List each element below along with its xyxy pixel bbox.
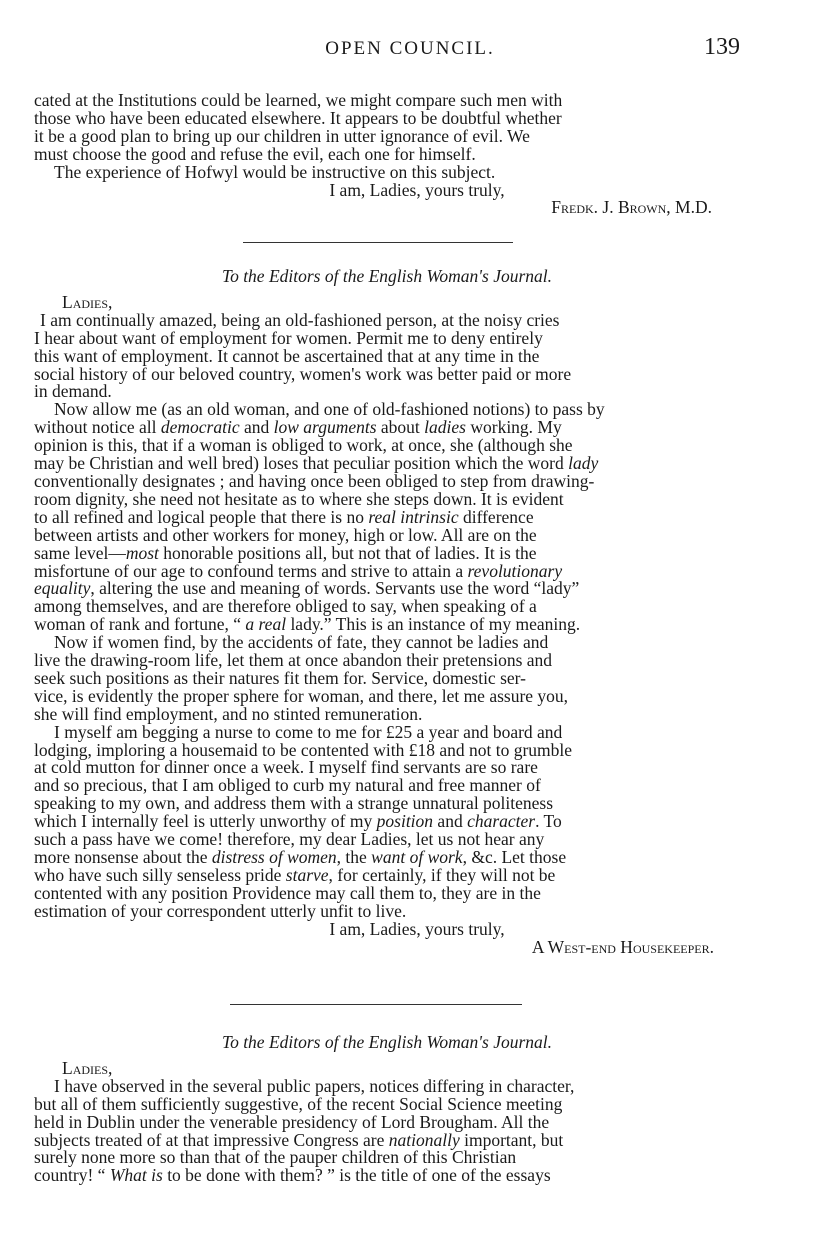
italic-run: want of work bbox=[371, 847, 463, 867]
text-run: I have observed in the several public papers, notices differing in character, bbox=[54, 1075, 575, 1096]
text-line: social history of our beloved country, women's work was better paid or more bbox=[34, 363, 572, 384]
letter-2 bbox=[34, 268, 740, 956]
text-run: without notice all bbox=[34, 417, 161, 438]
italic-run: character bbox=[467, 811, 536, 832]
text-run: estimation of your correspondent utterly unfit to live. bbox=[34, 900, 407, 921]
running-head: OPEN COUNCIL. bbox=[325, 38, 495, 59]
text-run: , the bbox=[336, 847, 372, 867]
paragraph-1 bbox=[34, 309, 740, 402]
text-line: live the drawing-room life, let them at once abandon their pretensions and bbox=[34, 650, 553, 671]
text-run: , for certainly, if they will not be bbox=[328, 864, 556, 885]
text-run: working. My bbox=[465, 417, 562, 438]
text-run: woman of rank and fortune, “ bbox=[34, 614, 246, 635]
text-run: such a pass have we come! therefore, my dear Ladies, let us not hear any bbox=[34, 829, 545, 850]
italic-run: a real bbox=[245, 614, 287, 635]
text-run: subjects treated of at that impressive Congress are bbox=[34, 1129, 389, 1150]
closing: I am, Ladies, yours truly, bbox=[329, 179, 505, 200]
text-run: more nonsense about the bbox=[34, 847, 212, 867]
text-line: I hear about want of employment for women. Permit me to deny entirely bbox=[34, 327, 543, 348]
italic-run: low arguments bbox=[273, 417, 377, 438]
text-run: honorable positions all, but not that of ladies. It is the bbox=[158, 542, 537, 563]
text-run: Now allow me (as an old woman, and one of old-fashioned notions) to pass by bbox=[54, 399, 605, 420]
text-line: those who have been educated elsewhere. It appears to be doubtful whether bbox=[34, 107, 562, 128]
italic-run: equality bbox=[34, 578, 91, 599]
divider bbox=[230, 1004, 522, 1005]
text-line: cated at the Institutions could be learned, we might compare such men with bbox=[34, 90, 563, 110]
text-line: Now if women find, by the accidents of fate, they cannot be ladies and bbox=[54, 632, 549, 653]
text-run: opinion is this, that if a woman is obliged to work, at once, she (although she bbox=[34, 435, 573, 456]
letter-title: To the Editors of the English Woman's Journal. bbox=[221, 266, 553, 286]
page-header bbox=[0, 34, 820, 64]
text-run: speaking to my own, and address them with a strange unnatural politeness bbox=[34, 793, 554, 814]
page-number: 139 bbox=[704, 34, 740, 60]
paragraph: The experience of Hofwyl would be instructive on this subject. bbox=[54, 161, 496, 182]
text-run: held in Dublin under the venerable presidency of Lord Brougham. All the bbox=[34, 1111, 550, 1132]
italic-run: starve bbox=[285, 864, 329, 885]
salutation: Ladies, bbox=[62, 291, 113, 312]
text-run: to be done with them? ” is the title of one of the essays bbox=[162, 1165, 551, 1186]
text-run: conventionally designates ; and having once been obliged to step from drawing- bbox=[34, 470, 595, 491]
text-run: among themselves, and are therefore obliged to say, when speaking of a bbox=[34, 596, 537, 617]
text-run: and bbox=[239, 417, 274, 438]
text-run: country! “ bbox=[34, 1165, 110, 1186]
paragraph-2 bbox=[34, 401, 740, 634]
text-run: about bbox=[376, 417, 425, 438]
text-run: between artists and other workers for money, high or low. All are on the bbox=[34, 524, 537, 545]
text-run: I myself am begging a nurse to come to me for £25 a year and board and bbox=[54, 721, 563, 742]
italic-run: democratic bbox=[160, 417, 240, 438]
text-run: who have such silly senseless pride bbox=[34, 864, 286, 885]
salutation: Ladies, bbox=[62, 1057, 113, 1078]
text-line: must choose the good and refuse the evil, each one for himself. bbox=[34, 143, 476, 164]
text-line: seek such positions as their natures fit them for. Service, domestic ser- bbox=[34, 667, 526, 688]
text-run: . To bbox=[535, 811, 562, 832]
text-line: it be a good plan to bring up our children in utter ignorance of evil. We bbox=[34, 125, 530, 146]
text-run: at cold mutton for dinner once a week. I myself find servants are so rare bbox=[34, 757, 538, 778]
text-run: important, but bbox=[459, 1129, 564, 1150]
text-line: in demand. bbox=[34, 381, 112, 402]
italic-run: most bbox=[125, 542, 159, 563]
text-run: but all of them sufficiently suggestive, of the recent Social Science meeting bbox=[34, 1093, 563, 1114]
text-line bbox=[34, 1167, 740, 1185]
text-run: lodging, imploring a housemaid to be contented with £18 and not to grumble bbox=[34, 739, 573, 760]
text-run: lady.” This is an instance of my meaning. bbox=[286, 614, 581, 635]
paragraph-3 bbox=[34, 634, 740, 724]
italic-run: revolutionary bbox=[467, 560, 563, 581]
text-run: and bbox=[433, 811, 468, 832]
text-run: , &c. Let those bbox=[462, 847, 567, 867]
text-run: difference bbox=[458, 506, 534, 527]
italic-run: position bbox=[376, 811, 434, 832]
italic-run: ladies bbox=[424, 417, 466, 438]
text-run: surely none more so than that of the pauper children of this Christian bbox=[34, 1147, 517, 1168]
text-run: contented with any position Providence may call them to, they are in the bbox=[34, 882, 541, 903]
italic-run: real intrinsic bbox=[368, 506, 459, 527]
text-run: and so precious, that I am obliged to curb my natural and free manner of bbox=[34, 775, 541, 796]
letter-1 bbox=[34, 92, 740, 217]
text-run: to all refined and logical people that there is no bbox=[34, 506, 369, 527]
closing: I am, Ladies, yours truly, bbox=[329, 918, 505, 939]
text-run: same level— bbox=[34, 542, 126, 563]
paragraph-1 bbox=[34, 1075, 740, 1186]
text-line bbox=[34, 900, 740, 921]
text-run: may be Christian and well bred) loses that peculiar position which the word bbox=[34, 453, 569, 474]
text-line: vice, is evidently the proper sphere for woman, and there, let me assure you, bbox=[34, 685, 569, 706]
italic-run: lady bbox=[568, 453, 599, 474]
text-run: misfortune of our age to confound terms and strive to attain a bbox=[34, 560, 468, 581]
italic-run: distress of women bbox=[211, 847, 337, 867]
divider bbox=[243, 242, 513, 243]
paragraph-4 bbox=[34, 721, 740, 921]
letter-3 bbox=[34, 1034, 740, 1185]
text-run: , altering the use and meaning of words. Servants use the word “lady” bbox=[90, 578, 580, 599]
text-run: which I internally feel is utterly unworthy of my bbox=[34, 811, 377, 832]
italic-run: What is bbox=[109, 1165, 163, 1186]
text-run: room dignity, she need not hesitate as to where she steps down. It is evident bbox=[34, 488, 564, 509]
signature: A West-end Housekeeper. bbox=[531, 936, 714, 957]
text-line: she will find employment, and no stinted remuneration. bbox=[34, 703, 423, 724]
signature: Fredk. J. Brown, M.D. bbox=[551, 197, 712, 218]
text-line: this want of employment. It cannot be ascertained that at any time in the bbox=[34, 345, 540, 366]
italic-run: nationally bbox=[388, 1129, 460, 1150]
text-line: I am continually amazed, being an old-fashioned person, at the noisy cries bbox=[40, 309, 560, 330]
letter-title: To the Editors of the English Woman's Journal. bbox=[221, 1032, 553, 1052]
